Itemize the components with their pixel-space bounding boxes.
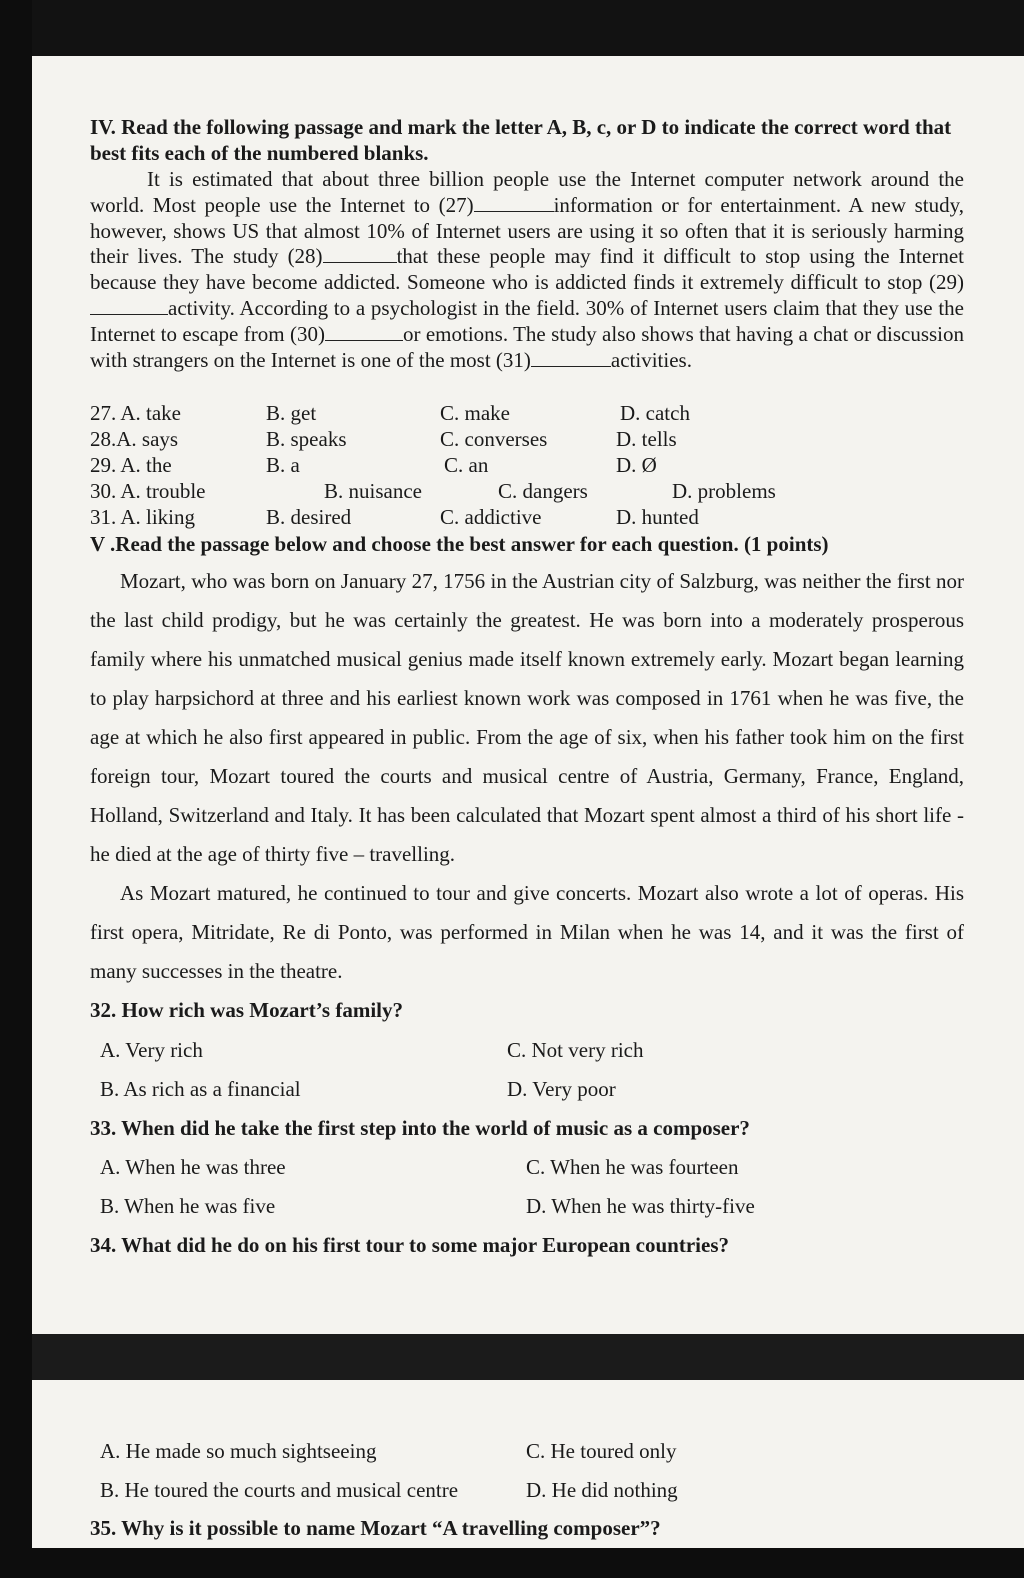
option-34c[interactable]: C. He toured only [526, 1439, 677, 1463]
option-31a[interactable]: 31. A. liking [90, 505, 196, 529]
option-30b[interactable]: B. nuisance [324, 479, 422, 503]
passage-part-4: activity. According to a psychologist in the field. 30% of Internet users claim that they use the Internet to escape from (30) [90, 295, 964, 346]
option-33d[interactable]: D. When he was thirty-five [526, 1194, 755, 1218]
option-29b[interactable]: B. a [266, 453, 300, 477]
option-28b[interactable]: B. speaks [266, 427, 347, 451]
option-32c[interactable]: C. Not very rich [507, 1038, 644, 1062]
option-32d[interactable]: D. Very poor [507, 1077, 616, 1101]
option-27b[interactable]: B. get [266, 401, 317, 425]
question-33: 33. When did he take the first step into the world of music as a composer? [90, 1116, 750, 1140]
option-34a[interactable]: A. He made so much sightseeing [100, 1439, 377, 1463]
question-35: 35. Why is it possible to name Mozart “A travelling composer”? [90, 1516, 661, 1540]
blank-30 [325, 322, 403, 341]
option-34b[interactable]: B. He toured the courts and musical centre [100, 1478, 459, 1502]
section5-paragraph-2: As Mozart matured, he continued to tour and give concerts. Mozart also wrote a lot of operas. His first opera, Mitridate, Re di Ponto, was performed in Milan when he was 14, and it was the first of many successes in the theatre. [90, 881, 964, 983]
section5-paragraph-1: Mozart, who was born on January 27, 1756 in the Austrian city of Salzburg, was neither the first nor the last child prodigy, but he was certainly the greatest. He was born into a moderately prosperous family where his unmatched musical genius made itself known extremely early. Mozart began learning to play harpsichord at three and his earliest known work was composed in 1761 when he was five, the age at which he also first appeared in public. From the age of six, when his father took him on the first foreign tour, Mozart toured the courts and musical centre of Austria, Germany, France, England, Holland, Switzerland and Italy. It has been calculated that Mozart spent almost a third of his short life - he died at the age of thirty five – travelling. [90, 569, 964, 866]
question-34: 34. What did he do on his first tour to some major European countries? [90, 1233, 729, 1257]
option-27d[interactable]: D. catch [620, 401, 690, 425]
option-28c[interactable]: C. converses [440, 427, 548, 451]
blank-27 [474, 193, 554, 212]
option-32b[interactable]: B. As rich as a financial [100, 1077, 301, 1101]
blank-29 [90, 296, 168, 315]
option-29c[interactable]: C. an [444, 453, 489, 477]
option-30d[interactable]: D. problems [672, 479, 776, 503]
option-29a[interactable]: 29. A. the [90, 453, 172, 477]
option-29d[interactable]: D. Ø [616, 453, 657, 477]
option-27c[interactable]: C. make [440, 401, 510, 425]
option-33c[interactable]: C. When he was fourteen [526, 1155, 739, 1179]
option-34d[interactable]: D. He did nothing [526, 1478, 678, 1502]
passage-part-6: activities. [610, 347, 692, 372]
option-30a[interactable]: 30. A. trouble [90, 479, 206, 503]
option-28a[interactable]: 28.A. says [90, 427, 179, 451]
option-30c[interactable]: C. dangers [498, 479, 588, 503]
option-27a[interactable]: 27. A. take [90, 401, 181, 425]
top-dark-band [32, 0, 1024, 56]
passage-part-3: that these people may find it difficult to stop using the Internet because they have become addicted. Someone who is addicted finds it extremely difficult to stop (29) [90, 244, 964, 295]
option-31c[interactable]: C. addictive [440, 505, 542, 529]
section4-heading: IV. Read the following passage and mark the letter A, B, c, or D to indicate the correct word that best fits each of the numbered blanks. [90, 115, 952, 165]
option-28d[interactable]: D. tells [616, 427, 677, 451]
option-33a[interactable]: A. When he was three [100, 1155, 286, 1179]
middle-dark-band [32, 1334, 1024, 1380]
blank-31 [531, 348, 611, 367]
passage-part-1: It is estimated that about three billion people use the Internet computer network around the world. Most people use the Internet to (27) [90, 167, 964, 217]
section4-passage [90, 167, 964, 373]
passage-part-2: information or for entertainment. A new study, however, shows US that almost 10% of Internet users are using it so often that it is seriously harming their lives. The study (28) [90, 192, 964, 269]
blank-28 [323, 244, 397, 263]
passage-part-5: or emotions. The study also shows that having a chat or discussion with strangers on the Internet is one of the most (31) [90, 321, 964, 372]
question-32: 32. How rich was Mozart’s family? [90, 998, 403, 1022]
option-33b[interactable]: B. When he was five [100, 1194, 276, 1218]
option-32a[interactable]: A. Very rich [100, 1038, 203, 1062]
section5-heading: V .Read the passage below and choose the best answer for each question. (1 points) [90, 532, 829, 556]
option-31d[interactable]: D. hunted [616, 505, 699, 529]
option-31b[interactable]: B. desired [266, 505, 352, 529]
